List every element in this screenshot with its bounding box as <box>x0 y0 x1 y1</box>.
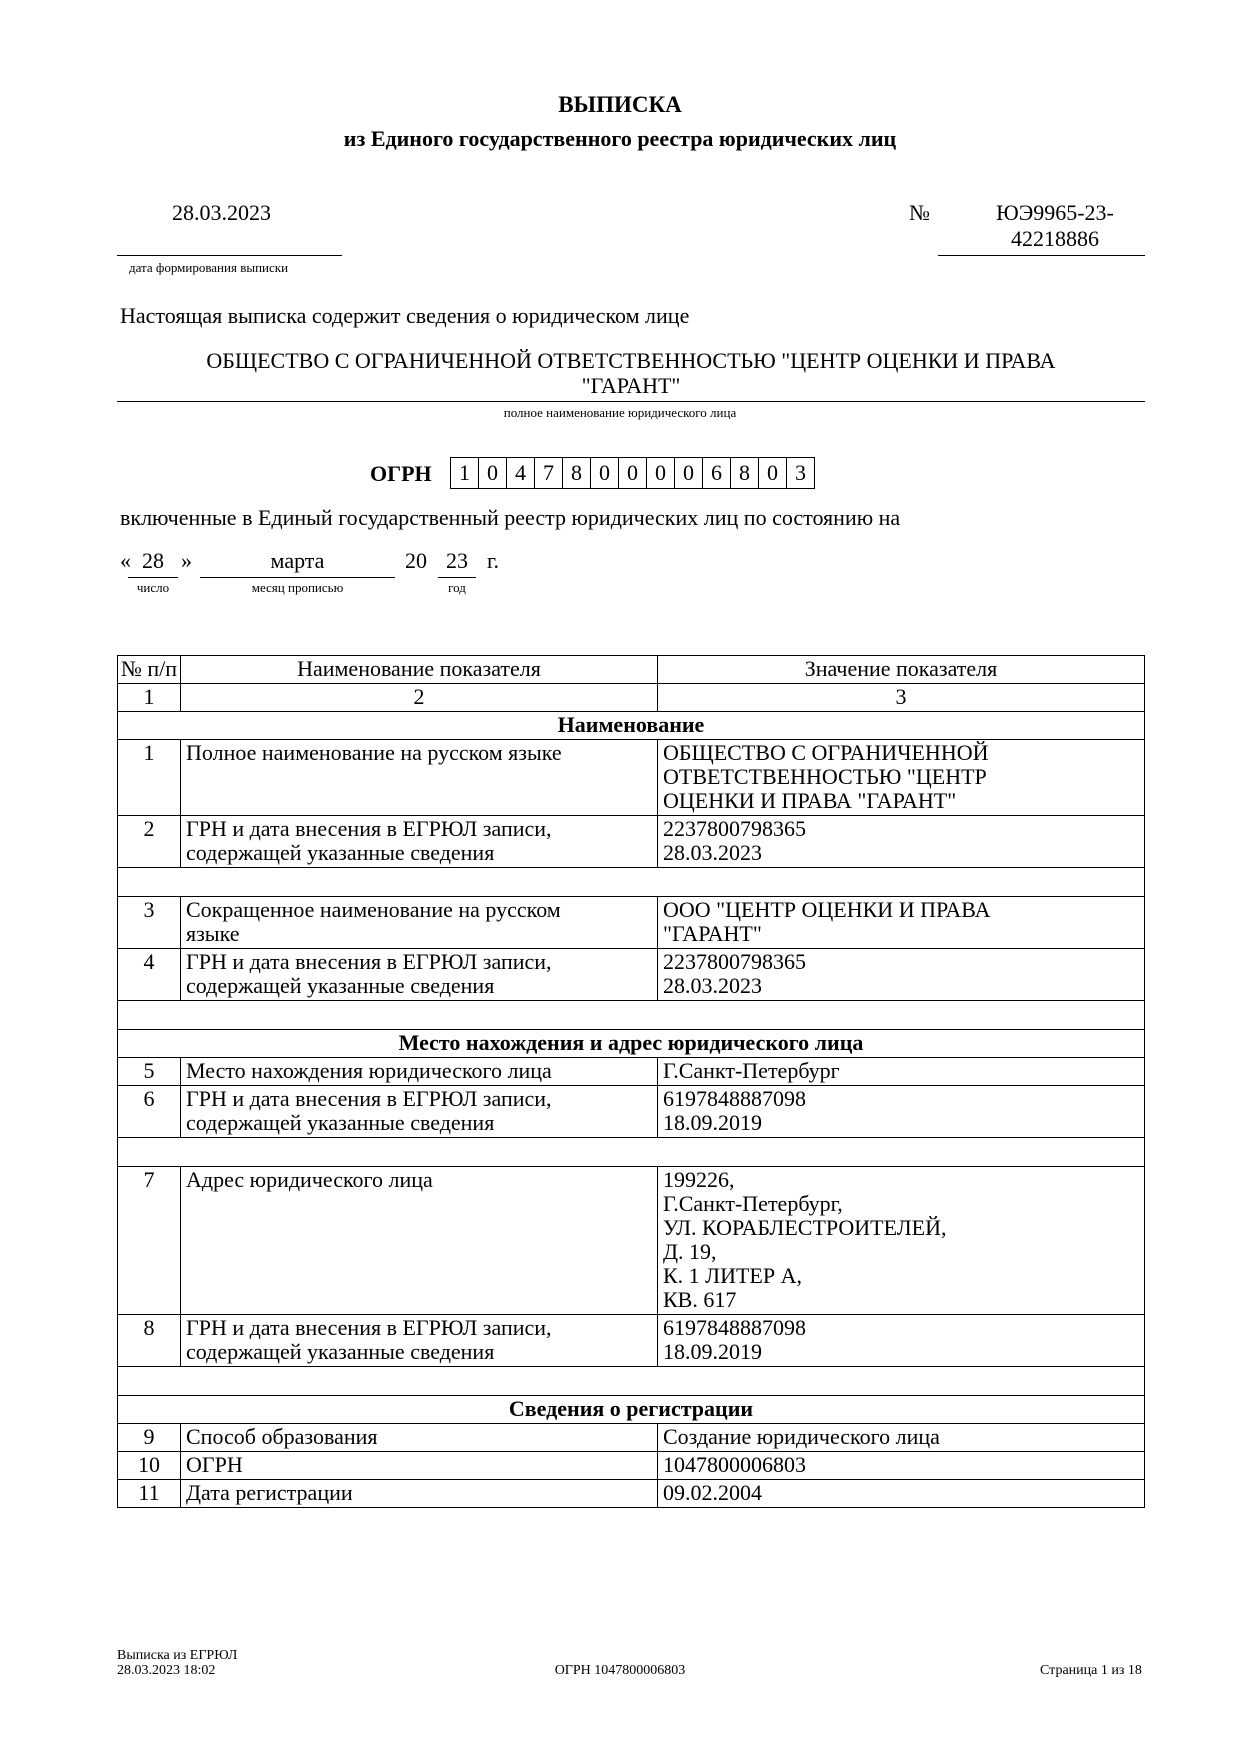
table-row <box>118 1058 1145 1086</box>
column-number-row <box>118 684 1145 712</box>
month-underline <box>200 577 395 578</box>
document-title: ВЫПИСКА <box>558 92 682 117</box>
row-indicator: Место нахождения юридического лица <box>181 1058 658 1086</box>
row-indicator: ГРН и дата внесения в ЕГРЮЛ записи, содержащей указанные сведения <box>181 1315 658 1367</box>
spacer-row <box>118 1367 1145 1396</box>
ogrn-digit: 4 <box>506 457 535 489</box>
table-row <box>118 1086 1145 1138</box>
extract-date-caption: дата формирования выписки <box>129 260 289 275</box>
included-text: включенные в Единый государственный реестр юридических лиц по состоянию на <box>120 505 901 530</box>
row-number: 10 <box>118 1452 181 1480</box>
header-cell-number: № п/п <box>118 656 181 684</box>
date-open-quote: « <box>120 548 131 573</box>
header-cell-indicator: Наименование показателя <box>181 656 658 684</box>
extract-number-underline <box>938 255 1145 256</box>
day-underline <box>128 577 178 578</box>
company-name-caption: полное наименование юридического лица <box>503 405 737 420</box>
section-title-address: Место нахождения и адрес юридического лица <box>118 1030 1145 1058</box>
row-value: 2237800798365 28.03.2023 <box>658 816 1145 868</box>
section-title-registration: Сведения о регистрации <box>118 1396 1145 1424</box>
row-value: Г.Санкт-Петербург <box>658 1058 1145 1086</box>
row-indicator: Полное наименование на русском языке <box>181 740 658 816</box>
table-row <box>118 1315 1145 1367</box>
table-row <box>118 1424 1145 1452</box>
registry-table <box>117 655 1145 1508</box>
row-value: 199226, Г.Санкт-Петербург, УЛ. КОРАБЛЕСТРОИТЕЛЕЙ, Д. 19, К. 1 ЛИТЕР А, КВ. 617 <box>658 1167 1145 1315</box>
row-indicator: Сокращенное наименование на русском языке <box>181 897 658 949</box>
row-number: 7 <box>118 1167 181 1315</box>
table-row <box>118 897 1145 949</box>
row-value: 1047800006803 <box>658 1452 1145 1480</box>
row-number: 4 <box>118 949 181 1001</box>
table-header-row <box>118 656 1145 684</box>
footer-timestamp: 28.03.2023 18:02 <box>117 1663 216 1678</box>
ogrn-digit: 8 <box>562 457 591 489</box>
table-row <box>118 1452 1145 1480</box>
row-indicator: ГРН и дата внесения в ЕГРЮЛ записи, содержащей указанные сведения <box>181 816 658 868</box>
spacer-cell <box>118 1367 1145 1396</box>
footer-page-number: Страница 1 из 18 <box>1040 1663 1142 1678</box>
day-caption: число <box>136 580 170 595</box>
state-date-suffix: г. <box>487 548 500 573</box>
year-underline <box>438 577 476 578</box>
row-number: 5 <box>118 1058 181 1086</box>
ogrn-digit: 0 <box>674 457 703 489</box>
row-number: 11 <box>118 1480 181 1508</box>
row-value: 09.02.2004 <box>658 1480 1145 1508</box>
header-cell-value: Значение показателя <box>658 656 1145 684</box>
section-row <box>118 1030 1145 1058</box>
ogrn-label: ОГРН <box>370 461 432 486</box>
company-full-name <box>117 348 1145 398</box>
spacer-cell <box>118 868 1145 897</box>
table-row <box>118 1167 1145 1315</box>
spacer-row <box>118 868 1145 897</box>
ogrn-digit: 7 <box>534 457 563 489</box>
footer-ogrn: ОГРН 1047800006803 <box>554 1663 686 1678</box>
section-row <box>118 712 1145 740</box>
section-row <box>118 1396 1145 1424</box>
state-date-day: 28 <box>142 548 164 573</box>
extract-number-line2: 42218886 <box>1011 226 1099 251</box>
row-value: Создание юридического лица <box>658 1424 1145 1452</box>
table-row <box>118 816 1145 868</box>
extract-date: 28.03.2023 <box>172 200 271 225</box>
row-indicator: ГРН и дата внесения в ЕГРЮЛ записи, содержащей указанные сведения <box>181 1086 658 1138</box>
section-title-name: Наименование <box>118 712 1145 740</box>
date-close-quote: » <box>181 548 192 573</box>
month-caption: месяц прописью <box>251 580 344 595</box>
row-number: 6 <box>118 1086 181 1138</box>
ogrn-digit-boxes <box>451 457 815 489</box>
spacer-cell <box>118 1138 1145 1167</box>
spacer-cell <box>118 1001 1145 1030</box>
ogrn-digit: 8 <box>730 457 759 489</box>
column-number: 2 <box>181 684 658 712</box>
state-date-year: 23 <box>446 548 468 573</box>
row-indicator: ОГРН <box>181 1452 658 1480</box>
column-number: 3 <box>658 684 1145 712</box>
row-number: 8 <box>118 1315 181 1367</box>
row-value: ОБЩЕСТВО С ОГРАНИЧЕННОЙ ОТВЕТСТВЕННОСТЬЮ "ЦЕНТР ОЦЕНКИ И ПРАВА "ГАРАНТ" <box>658 740 1145 816</box>
ogrn-digit: 0 <box>646 457 675 489</box>
row-value: ООО "ЦЕНТР ОЦЕНКИ И ПРАВА "ГАРАНТ" <box>658 897 1145 949</box>
extract-date-underline <box>117 255 342 256</box>
ogrn-digit: 0 <box>758 457 787 489</box>
extract-number-line1: ЮЭ9965-23- <box>996 200 1114 225</box>
table-row <box>118 1480 1145 1508</box>
intro-text: Настоящая выписка содержит сведения о юридическом лице <box>120 303 690 328</box>
row-indicator: Адрес юридического лица <box>181 1167 658 1315</box>
ogrn-digit: 0 <box>478 457 507 489</box>
company-name-line2: "ГАРАНТ" <box>581 373 681 398</box>
ogrn-digit: 0 <box>590 457 619 489</box>
row-number: 9 <box>118 1424 181 1452</box>
document-subtitle: из Единого государственного реестра юридических лиц <box>343 126 897 151</box>
row-value: 2237800798365 28.03.2023 <box>658 949 1145 1001</box>
row-value: 6197848887098 18.09.2019 <box>658 1315 1145 1367</box>
row-number: 3 <box>118 897 181 949</box>
row-indicator: Способ образования <box>181 1424 658 1452</box>
ogrn-digit: 0 <box>618 457 647 489</box>
spacer-row <box>118 1138 1145 1167</box>
column-number: 1 <box>118 684 181 712</box>
row-indicator: Дата регистрации <box>181 1480 658 1508</box>
ogrn-digit: 1 <box>450 457 479 489</box>
state-date-century: 20 <box>405 548 427 573</box>
state-date-month: марта <box>270 548 325 573</box>
year-caption: год <box>448 580 466 595</box>
company-name-line1: ОБЩЕСТВО С ОГРАНИЧЕННОЙ ОТВЕТСТВЕННОСТЬЮ "ЦЕНТР ОЦЕНКИ И ПРАВА <box>206 348 1056 373</box>
footer-doc-name: Выписка из ЕГРЮЛ <box>117 1648 238 1663</box>
row-number: 1 <box>118 740 181 816</box>
row-value: 6197848887098 18.09.2019 <box>658 1086 1145 1138</box>
row-indicator: ГРН и дата внесения в ЕГРЮЛ записи, содержащей указанные сведения <box>181 949 658 1001</box>
extract-number-sign: № <box>909 200 930 225</box>
spacer-row <box>118 1001 1145 1030</box>
ogrn-digit: 6 <box>702 457 731 489</box>
table-row <box>118 740 1145 816</box>
extract-number <box>955 200 1155 252</box>
company-name-underline <box>117 401 1145 402</box>
table-row <box>118 949 1145 1001</box>
row-number: 2 <box>118 816 181 868</box>
ogrn-digit: 3 <box>786 457 815 489</box>
